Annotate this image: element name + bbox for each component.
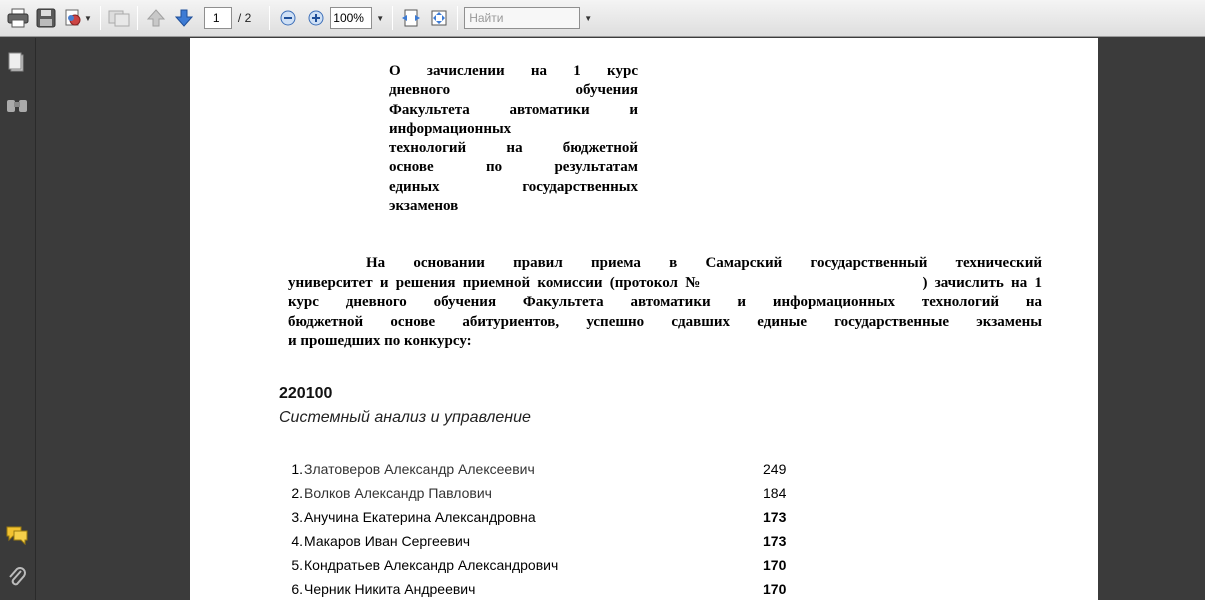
heading-line: Факультета автоматики и xyxy=(389,101,638,118)
heading-line: экзаменов xyxy=(389,198,459,215)
fit-width-icon[interactable] xyxy=(397,4,425,32)
student-score: 170 xyxy=(763,557,787,573)
document-page xyxy=(190,38,1098,600)
page-total: / 2 xyxy=(237,11,252,25)
prev-page-icon[interactable] xyxy=(142,4,170,32)
student-score: 170 xyxy=(763,581,787,597)
toolbar xyxy=(0,0,1205,37)
student-number: 6. xyxy=(291,581,303,597)
paragraph-line: курс дневного обучения Факультета автоматики и информационных технологий на xyxy=(288,294,1042,310)
student-name: Волков Александр Павлович xyxy=(304,485,492,501)
student-number: 2. xyxy=(291,485,303,501)
page-number-input[interactable]: 1 xyxy=(204,7,232,29)
heading-line: единых государственных xyxy=(389,178,638,195)
paragraph-line: университет и решения приемной комиссии (протокол № ) зачислить на 1 xyxy=(288,274,1042,291)
student-row xyxy=(283,581,803,600)
find-input[interactable]: Найти xyxy=(464,7,580,29)
student-score: 184 xyxy=(763,485,787,501)
find-dropdown-icon[interactable]: ▼ xyxy=(584,13,593,23)
zoom-input[interactable]: 100% xyxy=(330,7,372,29)
student-score: 173 xyxy=(763,509,787,525)
student-row xyxy=(283,461,803,481)
paragraph-line: На основании правил приема в Самарский государственный технический xyxy=(366,255,1042,271)
order-paragraph xyxy=(288,254,1042,352)
student-name: Черник Никита Андреевич xyxy=(304,581,476,597)
share-dropdown-icon[interactable]: ▼ xyxy=(84,13,92,23)
toolbar-separator xyxy=(100,6,101,30)
workspace-background xyxy=(1098,38,1205,600)
student-number: 1. xyxy=(291,461,303,477)
pages-panel-icon[interactable] xyxy=(4,50,30,76)
navigation-panel xyxy=(0,38,36,600)
student-name: Анучина Екатерина Александровна xyxy=(304,509,536,525)
heading-line: технологий на бюджетной xyxy=(389,140,638,157)
toolbar-separator xyxy=(269,6,270,30)
toolbar-separator xyxy=(137,6,138,30)
student-name: Златоверов Александр Алексеевич xyxy=(304,461,535,477)
fullscreen-icon[interactable] xyxy=(425,4,453,32)
heading-line: информационных xyxy=(389,120,512,137)
next-page-icon[interactable] xyxy=(170,4,198,32)
specialty-code: 220100 xyxy=(279,385,333,402)
student-score: 249 xyxy=(763,461,787,477)
student-name: Макаров Иван Сергеевич xyxy=(304,533,471,549)
attachments-panel-icon[interactable] xyxy=(4,564,30,590)
paragraph-line: и прошедших по конкурсу: xyxy=(288,333,472,349)
save-icon[interactable] xyxy=(32,4,60,32)
heading-line: О зачислении на 1 курс xyxy=(389,63,638,79)
student-name: Кондратьев Александр Александрович xyxy=(304,557,559,573)
zoom-out-icon[interactable] xyxy=(274,4,302,32)
paragraph-line: бюджетной основе абитуриентов, успешно сдавших единые государственные экзамены xyxy=(288,313,1042,330)
student-row xyxy=(283,509,803,529)
order-heading xyxy=(389,62,638,216)
student-row xyxy=(283,533,803,553)
student-row xyxy=(283,557,803,577)
collaborate-icon[interactable] xyxy=(105,4,133,32)
toolbar-separator xyxy=(392,6,393,30)
student-number: 3. xyxy=(291,509,303,525)
toolbar-separator xyxy=(457,6,458,30)
student-number: 4. xyxy=(291,533,303,549)
search-panel-icon[interactable] xyxy=(4,92,30,118)
specialty-name: Системный анализ и управление xyxy=(279,409,531,426)
zoom-in-icon[interactable] xyxy=(302,4,330,32)
student-row xyxy=(283,485,803,505)
comments-panel-icon[interactable] xyxy=(4,522,30,548)
student-score: 173 xyxy=(763,533,787,549)
zoom-dropdown-icon[interactable]: ▼ xyxy=(376,13,385,23)
student-number: 5. xyxy=(291,557,303,573)
print-icon[interactable] xyxy=(4,4,32,32)
heading-line: дневного обучения xyxy=(389,82,638,99)
heading-line: основе по результатам xyxy=(389,159,638,176)
